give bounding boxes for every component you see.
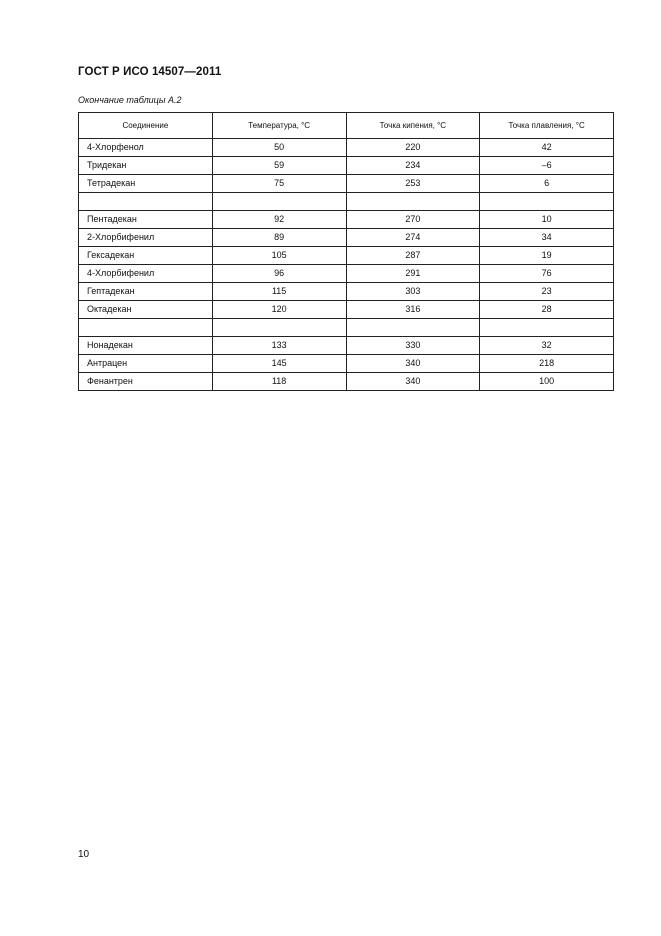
table-row — [79, 247, 614, 265]
column-header-boiling-point: Точка кипения, °С — [346, 113, 480, 139]
melting-point-cell: 23 — [480, 283, 614, 301]
temperature-cell: 133 — [212, 337, 346, 355]
temperature-cell: 59 — [212, 157, 346, 175]
compound-cell: Пентадекан — [79, 211, 213, 229]
document-header-title: ГОСТ Р ИСО 14507—2011 — [78, 66, 222, 78]
melting-point-cell: 6 — [480, 175, 614, 193]
temperature-cell: 96 — [212, 265, 346, 283]
data-table — [78, 112, 614, 391]
table-body — [79, 139, 614, 391]
temperature-cell: 118 — [212, 373, 346, 391]
melting-point-cell — [480, 193, 614, 211]
boiling-point-cell: 253 — [346, 175, 480, 193]
temperature-cell — [212, 319, 346, 337]
temperature-cell: 50 — [212, 139, 346, 157]
boiling-point-cell: 270 — [346, 211, 480, 229]
table-header — [79, 113, 614, 139]
boiling-point-cell: 291 — [346, 265, 480, 283]
compound-cell: Тетрадекан — [79, 175, 213, 193]
boiling-point-cell: 340 — [346, 355, 480, 373]
temperature-cell: 75 — [212, 175, 346, 193]
melting-point-cell: 10 — [480, 211, 614, 229]
table-row — [79, 157, 614, 175]
compound-cell: Гексадекан — [79, 247, 213, 265]
melting-point-cell: 218 — [480, 355, 614, 373]
table-row — [79, 355, 614, 373]
boiling-point-cell — [346, 319, 480, 337]
temperature-cell: 89 — [212, 229, 346, 247]
melting-point-cell: 42 — [480, 139, 614, 157]
melting-point-cell — [480, 319, 614, 337]
temperature-cell: 115 — [212, 283, 346, 301]
table-row — [79, 211, 614, 229]
compound-cell: Нонадекан — [79, 337, 213, 355]
column-header-compound: Соединение — [79, 113, 213, 139]
compound-cell: 4-Хлорбифенил — [79, 265, 213, 283]
melting-point-cell: 28 — [480, 301, 614, 319]
table-row — [79, 373, 614, 391]
compound-cell: Антрацен — [79, 355, 213, 373]
melting-point-cell: 32 — [480, 337, 614, 355]
table-row — [79, 229, 614, 247]
temperature-cell: 92 — [212, 211, 346, 229]
boiling-point-cell: 303 — [346, 283, 480, 301]
table-row — [79, 301, 614, 319]
table-caption: Окончание таблицы А.2 — [78, 95, 182, 105]
boiling-point-cell: 316 — [346, 301, 480, 319]
compound-cell — [79, 319, 213, 337]
table-row — [79, 265, 614, 283]
temperature-cell: 120 — [212, 301, 346, 319]
melting-point-cell: –6 — [480, 157, 614, 175]
temperature-cell: 105 — [212, 247, 346, 265]
page-number: 10 — [78, 849, 90, 860]
table-row — [79, 283, 614, 301]
compound-cell: Фенантрен — [79, 373, 213, 391]
compound-cell: Гептадекан — [79, 283, 213, 301]
compound-cell: 2-Хлорбифенил — [79, 229, 213, 247]
melting-point-cell: 100 — [480, 373, 614, 391]
table-row — [79, 193, 614, 211]
table-row — [79, 319, 614, 337]
table-row — [79, 139, 614, 157]
compound-cell: 4-Хлорфенол — [79, 139, 213, 157]
table-row — [79, 175, 614, 193]
compound-cell — [79, 193, 213, 211]
boiling-point-cell: 220 — [346, 139, 480, 157]
compound-cell: Тридекан — [79, 157, 213, 175]
temperature-cell: 145 — [212, 355, 346, 373]
boiling-point-cell: 274 — [346, 229, 480, 247]
compound-cell: Октадекан — [79, 301, 213, 319]
melting-point-cell: 34 — [480, 229, 614, 247]
boiling-point-cell: 287 — [346, 247, 480, 265]
boiling-point-cell: 340 — [346, 373, 480, 391]
boiling-point-cell: 234 — [346, 157, 480, 175]
boiling-point-cell — [346, 193, 480, 211]
boiling-point-cell: 330 — [346, 337, 480, 355]
column-header-temperature: Температура, °С — [212, 113, 346, 139]
table-header-row — [79, 113, 614, 139]
table-row — [79, 337, 614, 355]
column-header-melting-point: Точка плавления, °С — [480, 113, 614, 139]
melting-point-cell: 76 — [480, 265, 614, 283]
melting-point-cell: 19 — [480, 247, 614, 265]
temperature-cell — [212, 193, 346, 211]
